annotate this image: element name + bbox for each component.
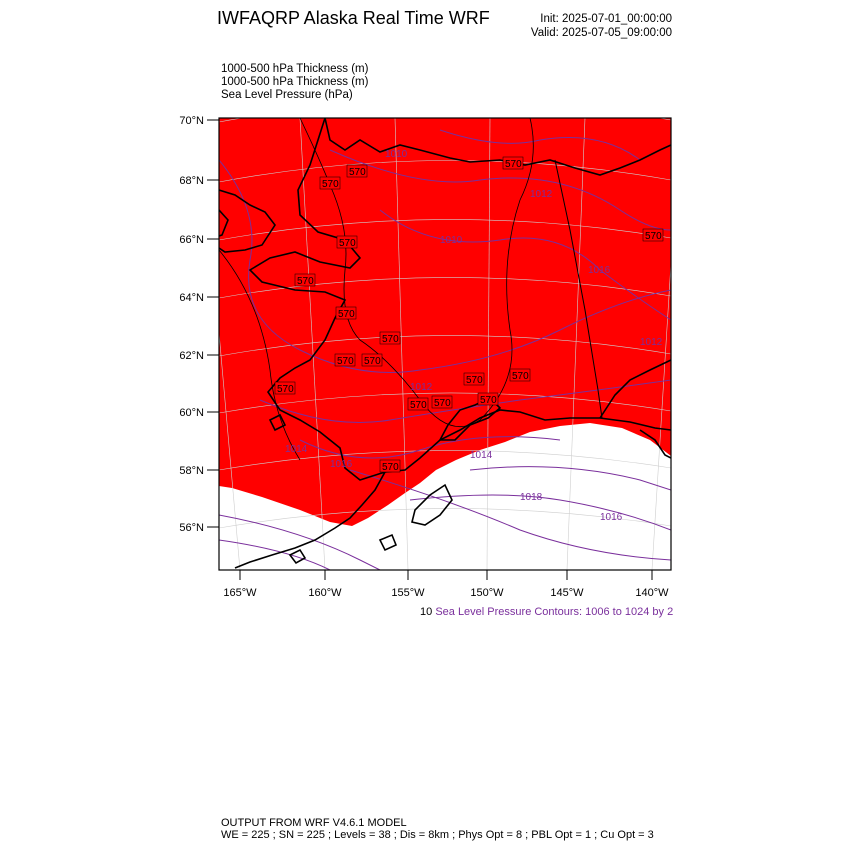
slp-label: 1012: [640, 337, 663, 348]
thickness-label: [510, 369, 530, 382]
lat-label: 62°N: [179, 350, 204, 362]
slp-label: 1016: [600, 512, 623, 523]
svg-text:570: 570: [322, 179, 339, 190]
lat-label: 58°N: [179, 465, 204, 477]
slp-label: 1014: [285, 444, 308, 455]
footer-settings: WE = 225 ; SN = 225 ; Levels = 38 ; Dis = 8km ; Phys Opt = 8 ; PBL Opt = 1 ; Cu Opt = 3: [221, 829, 654, 841]
slp-label: 1014: [470, 450, 493, 461]
svg-text:570: 570: [434, 398, 451, 409]
slp-label: 1016: [588, 265, 611, 276]
thickness-label: [335, 354, 355, 367]
field-label-slp: Sea Level Pressure (hPa): [221, 89, 353, 101]
slp-label: 1012: [410, 382, 433, 393]
thickness-label: [320, 177, 340, 190]
slp-label: 1012: [530, 189, 553, 200]
field-label-thickness-2: 1000-500 hPa Thickness (m): [221, 76, 369, 88]
thickness-label: [295, 274, 315, 287]
slp-label: 1010: [440, 235, 463, 246]
contour-note-text: Sea Level Pressure Contours: 1006 to 1024 by 2: [435, 606, 674, 618]
model-footer: [221, 817, 654, 841]
svg-text:570: 570: [512, 371, 529, 382]
svg-text:570: 570: [337, 356, 354, 367]
svg-text:570: 570: [364, 356, 381, 367]
svg-text:570: 570: [338, 309, 355, 320]
lat-label: 64°N: [179, 292, 204, 304]
lat-label: 60°N: [179, 407, 204, 419]
slp-label: 1018: [520, 492, 543, 503]
svg-text:570: 570: [297, 276, 314, 287]
contour-note-number: 10: [420, 606, 433, 618]
lon-ticks: [240, 570, 652, 580]
svg-text:570: 570: [410, 400, 427, 411]
slp-label: 1010: [385, 149, 408, 160]
thickness-label: [464, 373, 484, 386]
thickness-label: [336, 307, 356, 320]
lon-label: 145°W: [550, 587, 584, 599]
slp-label: 1016: [330, 459, 353, 470]
svg-text:570: 570: [339, 238, 356, 249]
thickness-label: [380, 460, 400, 473]
contour-note: [420, 606, 673, 618]
thickness-label: [643, 229, 663, 242]
thickness-label: [362, 354, 382, 367]
svg-text:570: 570: [466, 375, 483, 386]
thickness-label: [408, 398, 428, 411]
svg-text:570: 570: [349, 167, 366, 178]
lat-label: 68°N: [179, 175, 204, 187]
lat-labels: [179, 115, 204, 534]
thickness-label: [432, 396, 452, 409]
svg-text:570: 570: [382, 334, 399, 345]
svg-text:570: 570: [645, 231, 662, 242]
lat-label: 56°N: [179, 522, 204, 534]
thickness-label: [503, 157, 523, 170]
thickness-label: [347, 165, 367, 178]
plot-title: IWFAQRP Alaska Real Time WRF: [217, 8, 490, 28]
lon-labels: [223, 587, 669, 599]
lon-label: 155°W: [391, 587, 425, 599]
thickness-label: [337, 236, 357, 249]
field-label-thickness-1: 1000-500 hPa Thickness (m): [221, 63, 369, 75]
thickness-label: [380, 332, 400, 345]
svg-text:570: 570: [505, 159, 522, 170]
init-time: Init: 2025-07-01_00:00:00: [540, 13, 672, 25]
footer-model: OUTPUT FROM WRF V4.6.1 MODEL: [221, 817, 407, 829]
valid-time: Valid: 2025-07-05_09:00:00: [530, 27, 672, 39]
map-area: [200, 100, 680, 570]
lon-label: 140°W: [635, 587, 669, 599]
thickness-label: [275, 382, 295, 395]
svg-text:570: 570: [480, 395, 497, 406]
lon-label: 160°W: [308, 587, 342, 599]
svg-text:570: 570: [277, 384, 294, 395]
lon-label: 165°W: [223, 587, 257, 599]
thickness-label: [478, 393, 498, 406]
lat-label: 70°N: [179, 115, 204, 127]
lon-label: 150°W: [470, 587, 504, 599]
lat-ticks: [207, 120, 219, 527]
lat-label: 66°N: [179, 234, 204, 246]
svg-text:570: 570: [382, 462, 399, 473]
